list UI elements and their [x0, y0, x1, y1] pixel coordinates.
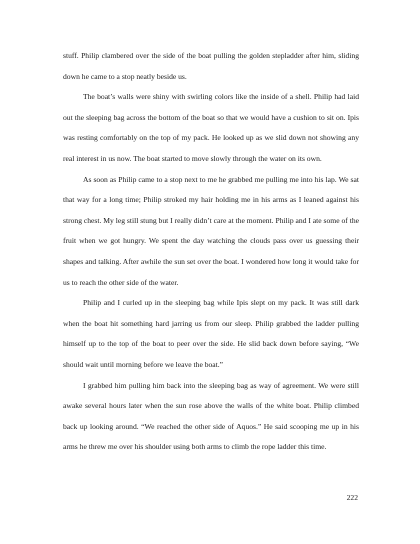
- paragraph: The boat’s walls were shiny with swirling colors like the inside of a shell. Philip had laid out the sleeping bag across the bottom of the boat so that we would have a cushion to sit on. Ipis was resting comfortably on the top of my pack. He looked up as we slid down not showing any real interest in us now. The boat started to move slowly through the water on its own.: [63, 92, 359, 163]
- paragraph: Philip and I curled up in the sleeping bag while Ipis slept on my pack. It was still dark when the boat hit something hard jarring us from our sleep. Philip grabbed the ladder pulling himself up to the top of the boat to peer over the side. He slid back down before saying, “We should wait until morning before we leave the boat.”: [63, 298, 359, 369]
- paragraph: I grabbed him pulling him back into the sleeping bag as way of agreement. We were still awake several hours later when the sun rose above the walls of the white boat. Philip climbed back up looking around. “We reached the other side of Aquos.” He said scooping me up in his arms he threw me over his shoulder using both arms to climb the rope ladder this time.: [63, 380, 359, 452]
- body-text: [63, 46, 359, 458]
- page-number: 222: [346, 493, 358, 502]
- paragraph: As soon as Philip came to a stop next to me he grabbed me pulling me into his lap. We sat that way for a long time; Philip stroked my hair holding me in his arms as I leaned against his strong chest. My leg still stung but I really didn’t care at the moment. Philip and I ate some of the fruit when we got hungry. We spent the day watching the clouds pass over us guessing their shapes and talking. After awhile the sun set over the boat. I wondered how long it would take for us to reach the other side of the water.: [63, 174, 359, 287]
- paragraph: stuff. Philip clambered over the side of the boat pulling the golden stepladder after him, sliding down he came to a stop neatly beside us.: [63, 51, 359, 81]
